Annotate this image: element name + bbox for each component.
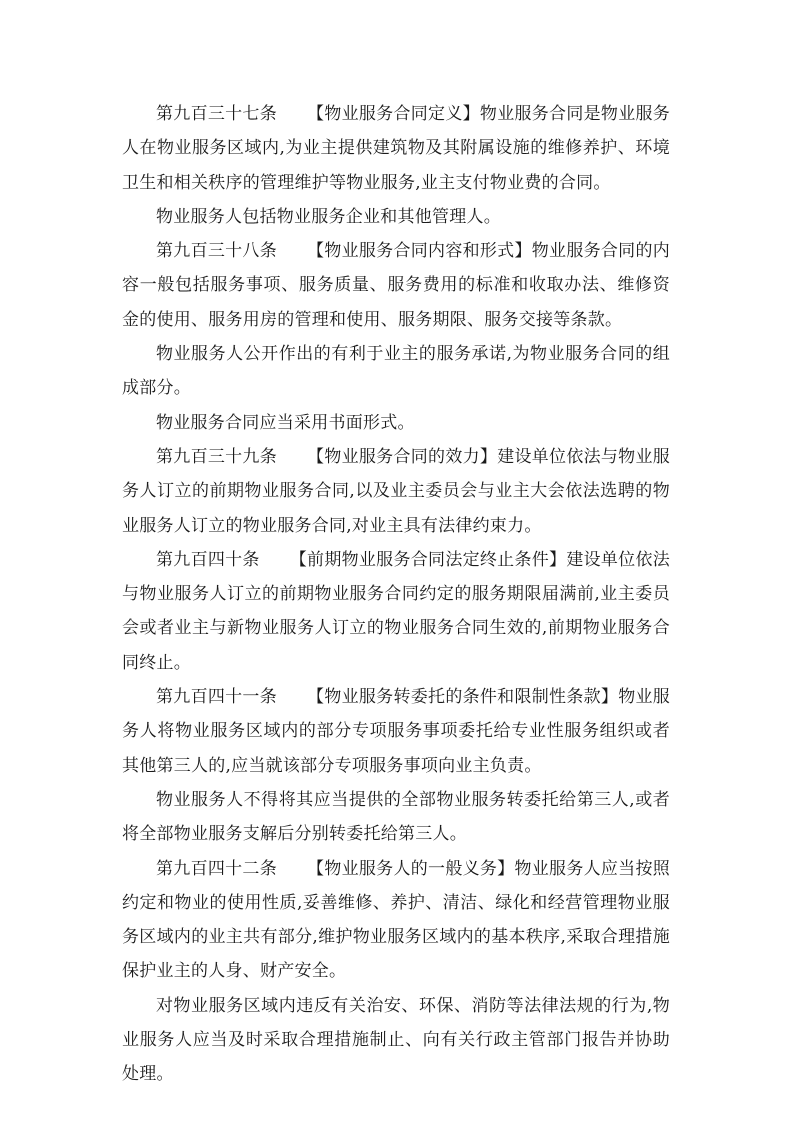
article-937 — [122, 97, 670, 200]
article-number: 第九百四十二条 — [156, 858, 277, 879]
article-939 — [122, 440, 670, 543]
article-text: 物业服务人将物业服务区域内的部分专项服务事项委托给专业性服务组织或者其他第三人的,应当就该部分专项服务事项向业主负责。 — [122, 687, 671, 776]
article-title: 【物业服务合同定义】 — [307, 104, 480, 124]
article-text: 物业服务人应当按照约定和物业的使用性质,妥善维修、养护、清洁、绿化和经营管理物业服务区域内的业主共有部分,维护物业服务区域内的基本秩序,采取合理措施保护业主的人身、财产安全。 — [122, 858, 671, 982]
article-title: 【前期物业服务合同法定终止条件】 — [289, 549, 567, 570]
article-number: 第九百四十一条 — [156, 687, 277, 708]
article-number: 第九百四十条 — [156, 549, 260, 570]
paragraph-938-2: 物业服务人公开作出的有利于业主的服务承诺,为物业服务合同的组成部分。 — [122, 344, 670, 399]
article-938 — [122, 234, 670, 337]
article-text: 物业服务合同是物业服务人在物业服务区域内,为业主提供建筑物及其附属设施的维修养护、环境卫生和相关秩序的管理维护等物业服务,业主支付物业费的合同。 — [122, 104, 671, 193]
article-title: 【物业服务转委托的条件和限制性条款】 — [307, 687, 619, 708]
paragraph-942-2: 对物业服务区域内违反有关治安、环保、消防等法律法规的行为,物业服务人应当及时采取合理措施制止、向有关行政主管部门报告并协助处理。 — [122, 995, 670, 1085]
article-title: 【物业服务人的一般义务】 — [307, 858, 515, 879]
article-title: 【物业服务合同内容和形式】 — [307, 241, 532, 262]
paragraph-938-3: 物业服务合同应当采用书面形式。 — [156, 412, 415, 433]
article-text: 建设单位依法与物业服务人订立的前期物业服务合同约定的服务期限届满前,业主委员会或者业主与新物业服务人订立的物业服务合同生效的,前期物业服务合同终止。 — [122, 549, 671, 673]
article-940 — [122, 543, 670, 680]
article-number: 第九百三十九条 — [156, 446, 277, 467]
article-title: 【物业服务合同的效力】 — [307, 446, 498, 467]
article-text: 物业服务合同的内容一般包括服务事项、服务质量、服务费用的标准和收取办法、维修资金的使用、服务用房的管理和使用、服务期限、服务交接等条款。 — [122, 241, 670, 330]
document-body — [122, 97, 670, 1092]
article-942 — [122, 852, 670, 989]
article-number: 第九百三十七条 — [156, 104, 277, 124]
paragraph-937-2: 物业服务人包括物业服务企业和其他管理人。 — [156, 206, 501, 227]
article-941 — [122, 680, 670, 783]
article-text: 建设单位依法与物业服务人订立的前期物业服务合同,以及业主委员会与业主大会依法选聘的物业服务人订立的物业服务合同,对业主具有法律约束力。 — [122, 446, 671, 536]
paragraph-941-2: 物业服务人不得将其应当提供的全部物业服务转委托给第三人,或者将全部物业服务支解后分别转委托给第三人。 — [122, 789, 670, 845]
article-number: 第九百三十八条 — [156, 241, 277, 262]
